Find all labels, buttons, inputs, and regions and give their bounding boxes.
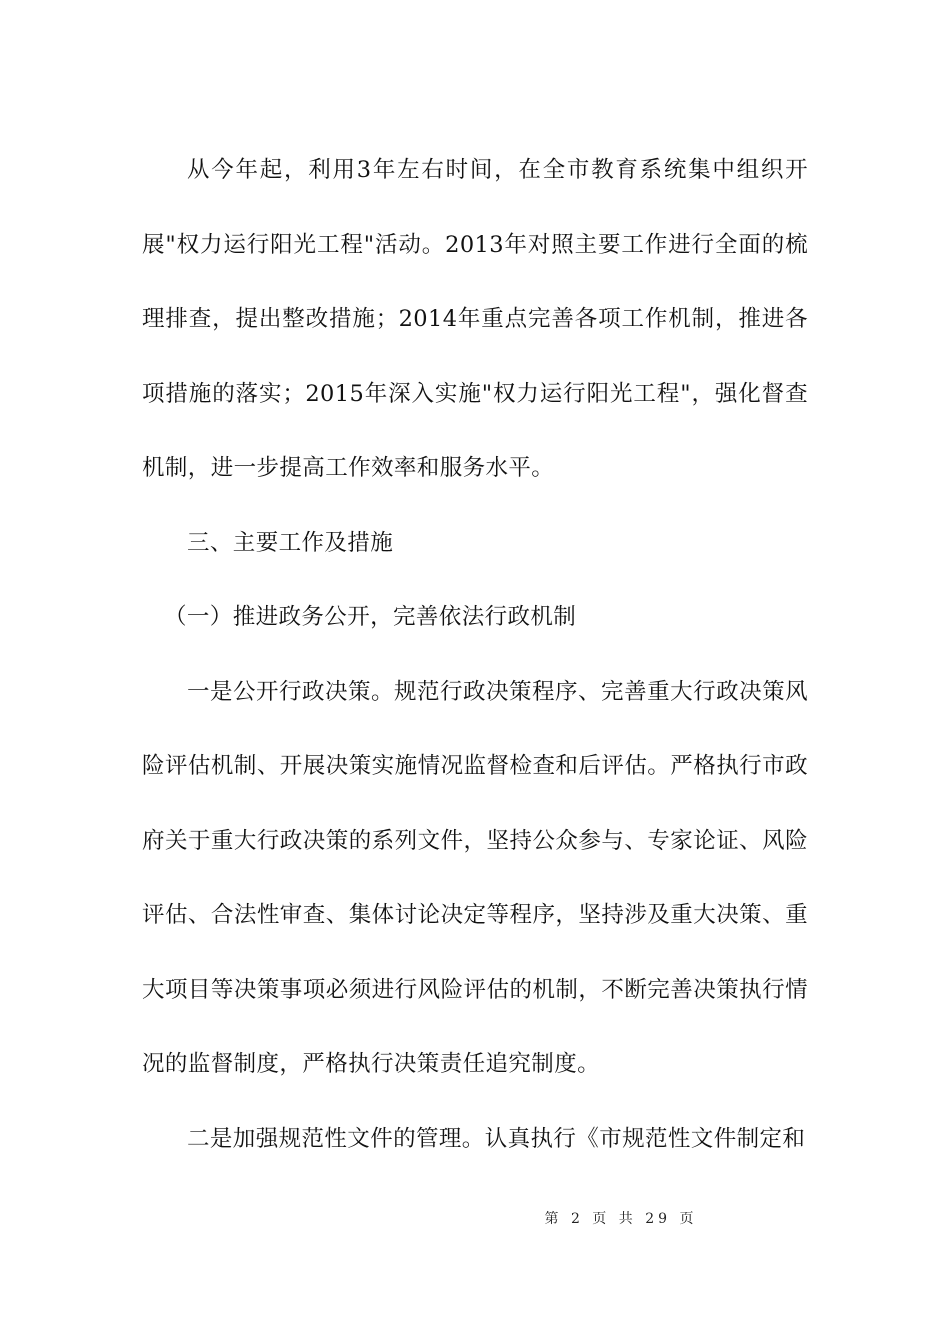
page-footer-number: 第 2 页 共 29 页: [544, 1211, 698, 1227]
section-heading-main-work: 三、主要工作及措施: [187, 529, 394, 556]
paragraph-public-decisions: 一是公开行政决策。规范行政决策程序、完善重大行政决策风险评估机制、开展决策实施情况监督检查和后评估。严格执行市政府关于重大行政决策的系列文件，坚持公众参与、专家论证、风险评估、合法性审查、集体讨论决定等程序，坚持涉及重大决策、重大项目等决策事项必须进行风险评估的机制，不断完善决策执行情况的监督制度，严格执行决策责任追究制度。: [142, 678, 808, 1077]
subsection-heading-government-affairs: （一）推进政务公开，完善依法行政机制: [164, 604, 577, 630]
paragraph-normative-documents: 二是加强规范性文件的管理。认真执行《市规范性文件制定和: [187, 1125, 806, 1152]
document-body: [142, 133, 808, 1176]
paragraph-plan-timeline: 从今年起，利用3年左右时间，在全市教育系统集中组织开展"权力运行阳光工程"活动。2013年对照主要工作进行全面的梳理排查，提出整改措施；2014年重点完善各项工作机制，推进各项措施的落实；2015年深入实施"权力运行阳光工程"，强化督查机制，进一步提高工作效率和服务水平。: [142, 157, 808, 481]
